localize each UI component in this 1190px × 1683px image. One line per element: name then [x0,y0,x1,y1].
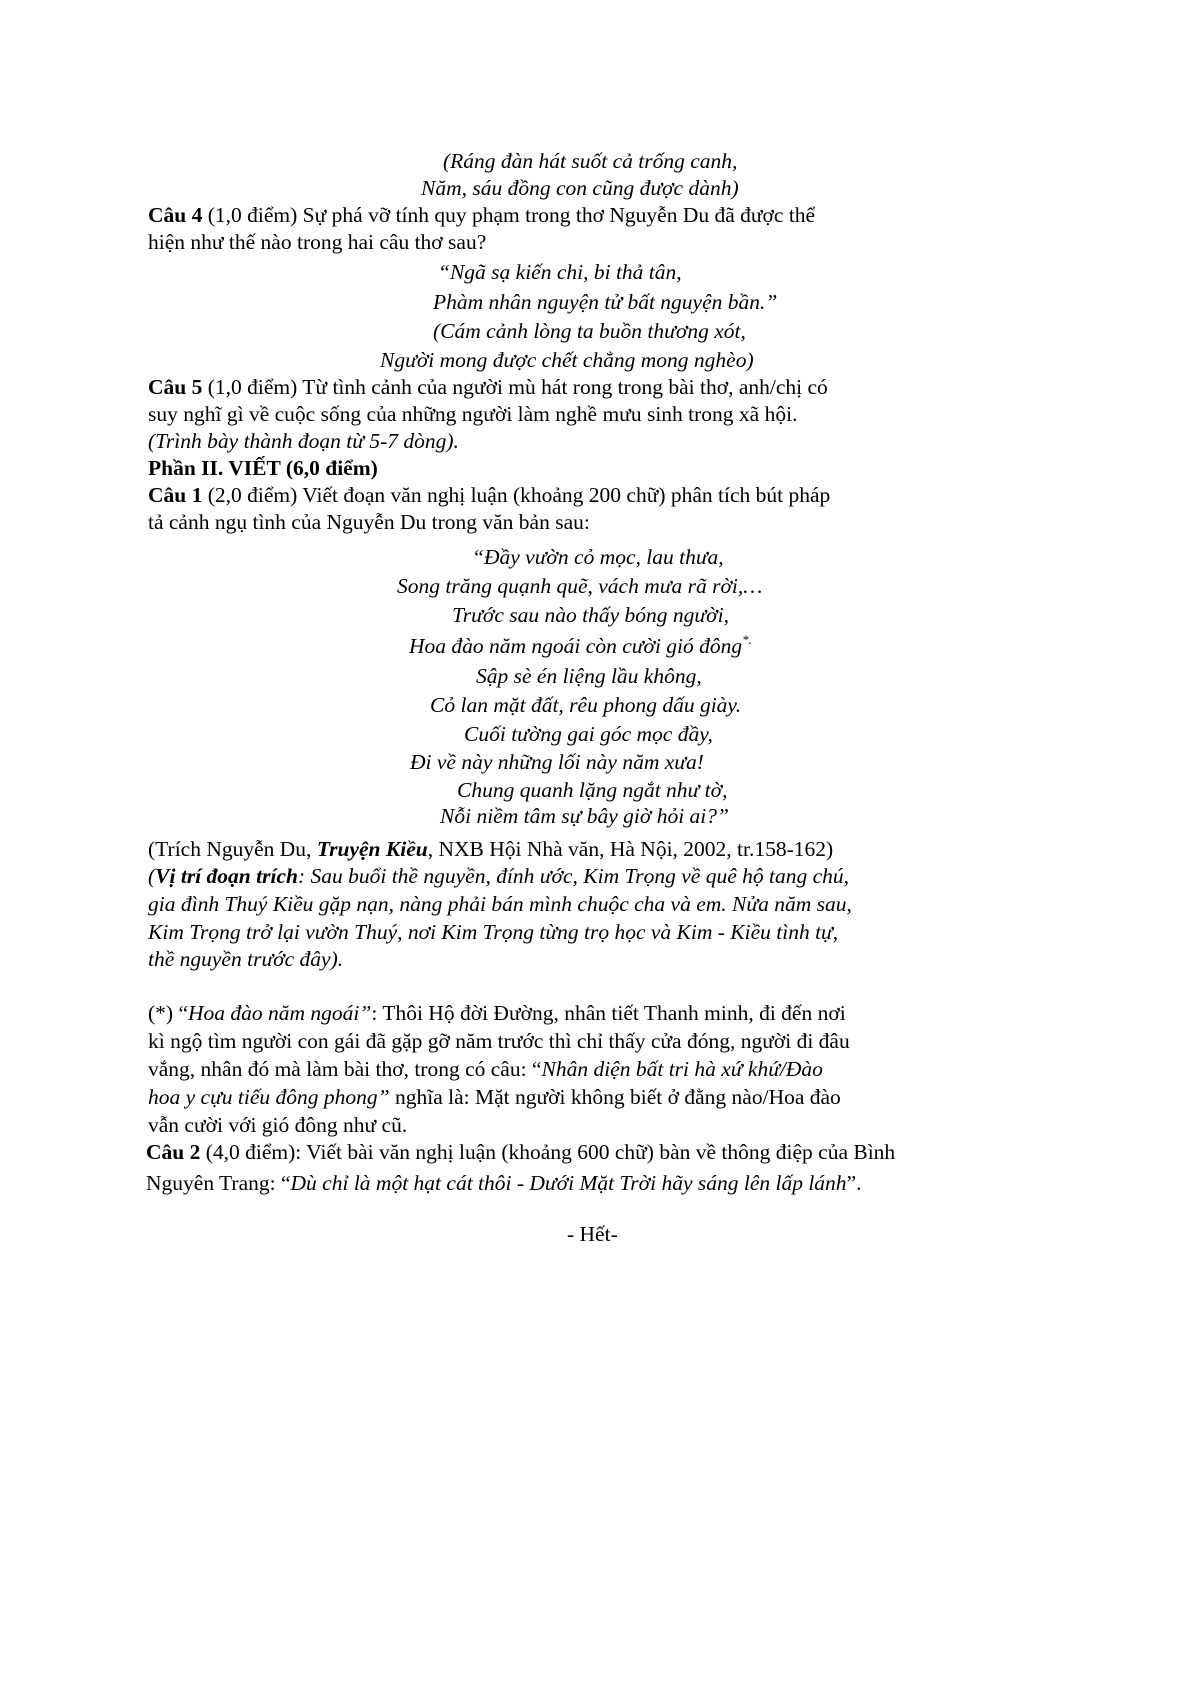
footnote [148,1000,846,1027]
poem-line: Sập sè én liệng lầu không, [476,664,702,688]
cau1-text-cont: tả cảnh ngụ tình của Nguyễn Du trong văn bản sau: [148,510,590,534]
poem-line-text: Hoa đào năm ngoái còn cười gió đông [409,634,743,658]
poem-line-footnoted [409,633,752,660]
source-title: Truyện Kiều [316,837,428,861]
excerpt-context [148,863,849,890]
excerpt-context-cont: Kim Trọng trở lại vườn Thuý, nơi Kim Trọng từng trọ học và Kim - Kiều tình tự, [148,920,839,944]
cau4-text: (1,0 điểm) Sự phá vỡ tính quy phạm trong thơ Nguyễn Du đã được thể [202,203,816,227]
footnote-text: : Thôi Hộ đời Đường, nhân tiết Thanh minh, đi đến nơi [371,1001,846,1025]
footnote-cont: kì ngộ tìm người con gái đã gặp gỡ năm trước thì chỉ thấy cửa đóng, người đi đâu [148,1029,850,1053]
poem-line: Đi về này những lối này năm xưa! [410,750,704,774]
poem-line: Trước sau nào thấy bóng người, [452,603,729,627]
poem-line: “Đầy vườn cỏ mọc, lau thưa, [472,545,724,569]
cau1-text: (2,0 điểm) Viết đoạn văn nghị luận (khoảng 200 chữ) phân tích bút pháp [202,483,831,507]
footnote-term: Hoa đào năm ngoái” [188,1001,372,1025]
cau2-text-cont [146,1170,861,1197]
cau5-text-cont: suy nghĩ gì về cuộc sống của những người làm nghề mưu sinh trong xã hội. [148,402,798,426]
footnote-marker: *. [742,632,752,647]
footnote-cont [148,1084,841,1111]
cau4-label: Câu 4 [148,203,203,227]
cau2-quote: Dù chỉ là một hạt cát thôi - Dưới Mặt Trời hãy sáng lên lấp lánh [290,1171,847,1195]
footnote-mark: (*) “ [148,1001,188,1025]
footnote-text: nghĩa là: Mặt người không biết ở đằng nào/Hoa đào [389,1085,841,1109]
cau2-text: ”. [846,1171,862,1195]
verse-line: (Cám cảnh lòng ta buồn thương xót, [433,319,746,343]
footnote-text: vắng, nhân đó mà làm bài thơ, trong có câu: “ [148,1057,542,1081]
verse-line: Phàm nhân nguyện tử bất nguyện bần.” [433,290,778,314]
cau5-instruction: (Trình bày thành đoạn từ 5-7 dòng). [148,429,459,453]
cau5-question [148,374,828,401]
end-mark: - Hết- [567,1222,618,1246]
poem-line: (Ráng đàn hát suốt cả trống canh, [443,149,738,173]
source-prefix: (Trích Nguyễn Du, [148,837,317,861]
poem-line: Chung quanh lặng ngắt như tờ, [457,778,728,802]
cau4-question [148,202,815,229]
context-text: : Sau buổi thề nguyền, đính ước, Kim Trọng về quê hộ tang chú, [297,864,850,888]
poem-line: Năm, sáu đồng con cũng được dành) [421,176,739,200]
poem-line: Nỗi niềm tâm sự bây giờ hỏi ai?” [440,804,729,828]
footnote-cont [148,1056,823,1083]
cau5-label: Câu 5 [148,375,203,399]
footnote-quote: Nhân diện bất tri hà xứ khứ/Đào [541,1057,823,1081]
context-label: Vị trí đoạn trích [155,864,298,888]
poem-line: Song trăng quạnh quẽ, vách mưa rã rời,… [397,574,763,598]
poem-source [148,836,833,863]
cau5-text: (1,0 điểm) Từ tình cảnh của người mù hát rong trong bài thơ, anh/chị có [202,375,828,399]
cau1-question [148,482,830,509]
cau4-text-cont: hiện như thế nào trong hai câu thơ sau? [148,230,487,254]
poem-line: Cỏ lan mặt đất, rêu phong dấu giày. [430,693,742,717]
poem-line: Cuối tường gai góc mọc đầy, [464,722,713,746]
source-suffix: , NXB Hội Nhà văn, Hà Nội, 2002, tr.158-162) [427,837,834,861]
excerpt-context-cont: thề nguyền trước đây). [148,947,344,971]
cau1-label: Câu 1 [148,483,203,507]
context-paren: ( [148,864,156,888]
part2-heading: Phần II. VIẾT (6,0 điểm) [148,456,378,480]
cau2-text: Nguyên Trang: “ [146,1171,291,1195]
verse-line: “Ngã sạ kiến chi, bi thả tân, [438,260,682,284]
cau2-label: Câu 2 [146,1140,201,1164]
verse-line: Người mong được chết chẳng mong nghèo) [380,348,754,372]
excerpt-context-cont: gia đình Thuý Kiều gặp nạn, nàng phải bán mình chuộc cha và em. Nửa năm sau, [148,892,852,916]
footnote-cont: vẫn cười với gió đông như cũ. [148,1113,408,1137]
cau2-text: (4,0 điểm): Viết bài văn nghị luận (khoảng 600 chữ) bàn về thông điệp của Bình [200,1140,896,1164]
footnote-quote: hoa y cựu tiếu đông phong” [148,1085,390,1109]
cau2-question [146,1139,895,1166]
